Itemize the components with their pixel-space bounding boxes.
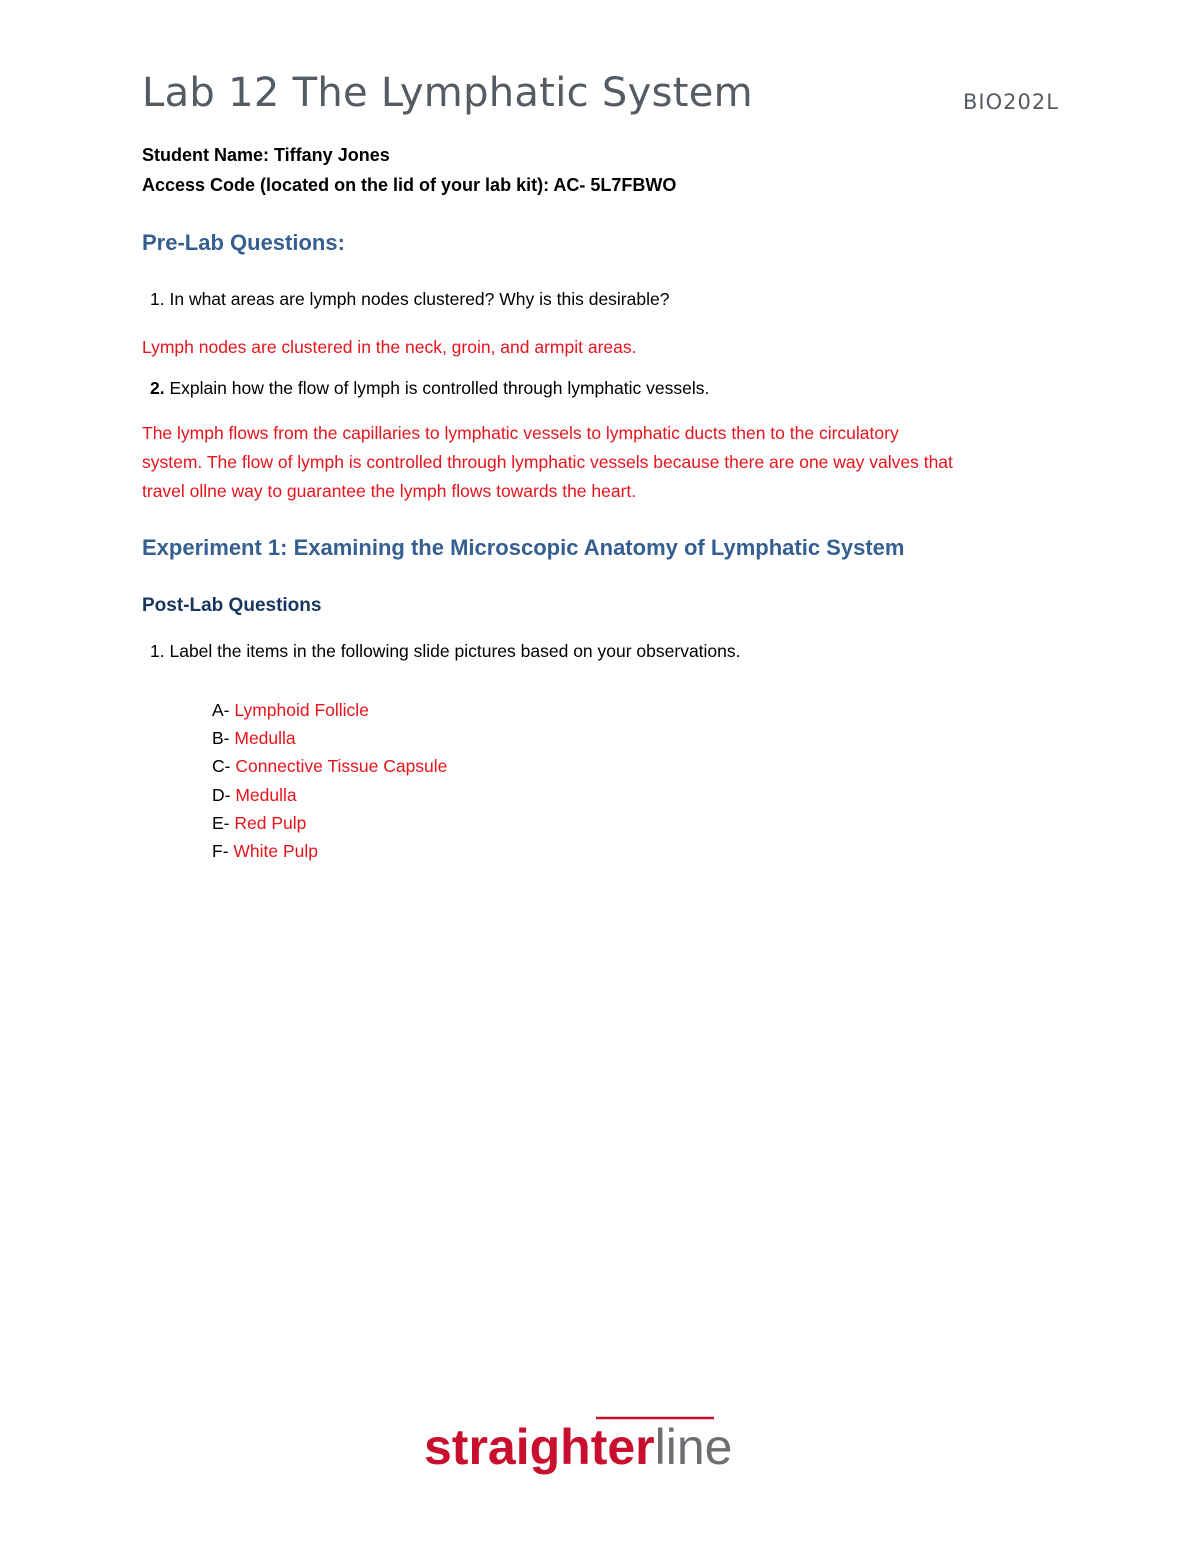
prelab-question-1 [150,289,669,310]
prelab-heading: Pre-Lab Questions: [142,230,345,255]
question-number: 1. [150,641,165,661]
straighterline-logo [422,1412,782,1482]
label-value: Medulla [235,784,297,805]
label-key: D- [212,784,231,805]
student-name: Student Name: Tiffany Jones [142,145,390,165]
logo-wordmark: straighterline [424,1419,733,1475]
label-value: Connective Tissue Capsule [235,756,448,777]
postlab-heading: Post-Lab Questions [142,595,322,616]
label-item [212,724,447,752]
label-value: White Pulp [233,841,319,862]
label-item [212,752,447,780]
answer-line: The lymph flows from the capillaries to lymphatic vessels to lymphatic ducts then to the circulatory [142,423,899,443]
page-title: Lab 12 The Lymphatic System [142,70,753,116]
label-key: E- [212,812,230,833]
postlab-question-1 [150,641,741,662]
prelab-answer-1: Lymph nodes are clustered in the neck, groin, and armpit areas. [142,337,637,357]
question-text: Explain how the flow of lymph is controlled through lymphatic vessels. [169,378,710,398]
label-item [212,809,447,837]
course-code: BIO202L [963,90,1059,114]
answer-line: system. The flow of lymph is controlled through lymphatic vessels because there are one way valves that [142,452,953,472]
question-number: 2. [150,378,165,398]
experiment-heading: Experiment 1: Examining the Microscopic Anatomy of Lymphatic System [142,535,905,560]
label-key: F- [212,841,229,862]
answer-line: travel ollne way to guarantee the lymph flows towards the heart. [142,481,637,501]
question-text: Label the items in the following slide pictures based on your observations. [169,641,741,661]
label-item [212,781,447,809]
label-key: C- [212,756,231,777]
question-text: In what areas are lymph nodes clustered? Why is this desirable? [169,289,670,309]
label-value: Medulla [234,728,296,749]
label-key: A- [212,700,230,720]
prelab-question-2 [150,378,709,399]
label-item [212,696,447,724]
access-code: Access Code (located on the lid of your lab kit): AC- 5L7FBWO [142,175,677,195]
prelab-answer-2 [142,419,1072,506]
label-list [212,696,447,865]
label-key: B- [212,728,230,749]
label-value: Lymphoid Follicle [234,700,369,720]
label-item [212,837,447,865]
question-number: 1. [150,289,165,309]
label-value: Red Pulp [234,812,307,833]
